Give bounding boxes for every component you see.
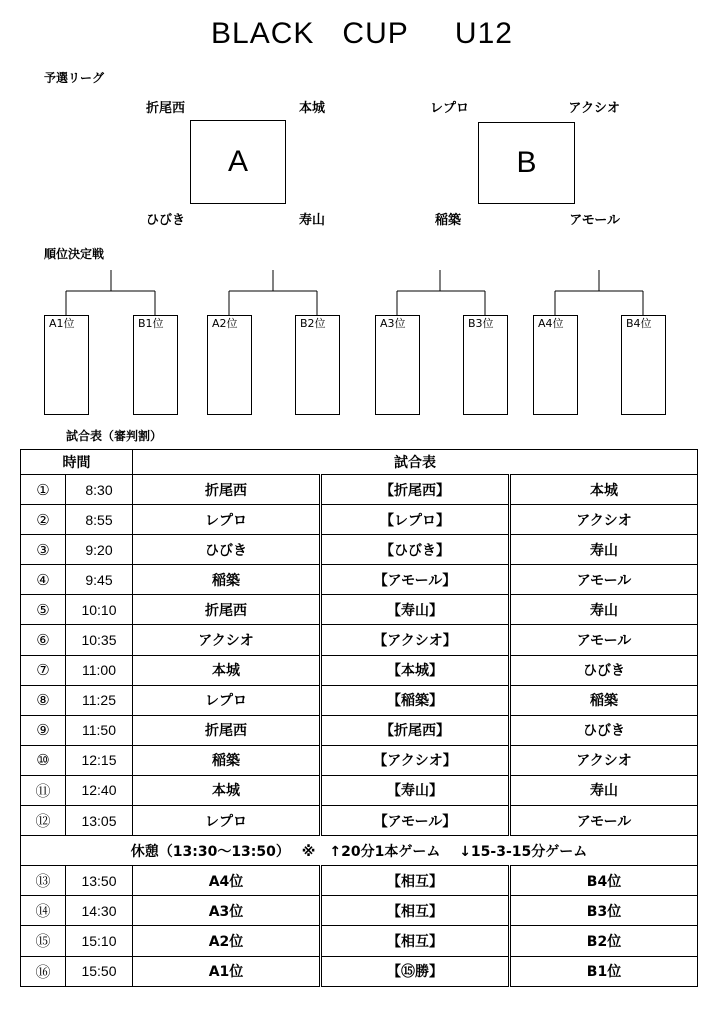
- ranking-slot-a1: A1位: [44, 315, 89, 415]
- referee-team: 【寿山】: [321, 775, 510, 805]
- group-b-team-4: アモール: [569, 213, 620, 228]
- referee-team: 【折尾西】: [321, 475, 510, 505]
- match-number: ⑩: [21, 745, 66, 775]
- match-number: ⑥: [21, 625, 66, 655]
- away-team: 寿山: [510, 775, 698, 805]
- group-a-name: A: [227, 145, 248, 178]
- away-team: B1位: [510, 956, 698, 986]
- away-team: アモール: [510, 806, 698, 836]
- match-time: 13:50: [66, 866, 133, 896]
- referee-team: 【アクシオ】: [321, 625, 510, 655]
- match-time: 12:15: [66, 745, 133, 775]
- match-number: ②: [21, 505, 66, 535]
- match-time: 9:20: [66, 535, 133, 565]
- match-number: ⑧: [21, 685, 66, 715]
- referee-team: 【寿山】: [321, 595, 510, 625]
- ranking-slot-b4: B4位: [621, 315, 666, 415]
- away-team: アモール: [510, 565, 698, 595]
- table-row: [21, 956, 698, 986]
- referee-team: 【⑮勝】: [321, 956, 510, 986]
- match-time: 9:45: [66, 565, 133, 595]
- ranking-slot-a3: A3位: [375, 315, 420, 415]
- page-title: BLACK CUP U12: [211, 17, 513, 50]
- table-row: [21, 926, 698, 956]
- table-row: [21, 806, 698, 836]
- away-team: 稲築: [510, 685, 698, 715]
- header-time: 時間: [21, 450, 133, 475]
- match-number: ⑨: [21, 715, 66, 745]
- home-team: 稲築: [133, 745, 321, 775]
- table-row: [21, 745, 698, 775]
- referee-team: 【稲築】: [321, 685, 510, 715]
- ranking-bracket: [0, 0, 724, 330]
- away-team: B2位: [510, 926, 698, 956]
- referee-team: 【アモール】: [321, 565, 510, 595]
- home-team: 稲築: [133, 565, 321, 595]
- table-row: [21, 775, 698, 805]
- bracket-lines: [0, 0, 724, 330]
- referee-team: 【相互】: [321, 896, 510, 926]
- match-number: ④: [21, 565, 66, 595]
- referee-team: 【レプロ】: [321, 505, 510, 535]
- referee-team: 【アモール】: [321, 806, 510, 836]
- break-row: [21, 836, 698, 866]
- match-time: 14:30: [66, 896, 133, 926]
- match-number: ①: [21, 475, 66, 505]
- match-time: 8:30: [66, 475, 133, 505]
- match-time: 8:55: [66, 505, 133, 535]
- table-row: [21, 655, 698, 685]
- ranking-label: 順位決定戦: [44, 247, 105, 261]
- home-team: 折尾西: [133, 595, 321, 625]
- home-team: 折尾西: [133, 715, 321, 745]
- home-team: A3位: [133, 896, 321, 926]
- home-team: ひびき: [133, 535, 321, 565]
- match-number: ⑫: [21, 806, 66, 836]
- schedule-label: 試合表（審判割）: [66, 429, 163, 443]
- group-b-team-3: 稲築: [435, 213, 462, 228]
- referee-team: 【ひびき】: [321, 535, 510, 565]
- table-row: [21, 685, 698, 715]
- table-row: [21, 565, 698, 595]
- away-team: アモール: [510, 625, 698, 655]
- match-number: ③: [21, 535, 66, 565]
- home-team: レプロ: [133, 505, 321, 535]
- match-number: ⑭: [21, 896, 66, 926]
- home-team: A2位: [133, 926, 321, 956]
- home-team: アクシオ: [133, 625, 321, 655]
- match-time: 10:10: [66, 595, 133, 625]
- group-b-team-1: レプロ: [430, 101, 470, 116]
- schedule-table: [20, 449, 698, 987]
- league-label: 予選リーグ: [44, 71, 105, 85]
- table-row: [21, 505, 698, 535]
- match-time: 13:05: [66, 806, 133, 836]
- referee-team: 【相互】: [321, 866, 510, 896]
- table-row: [21, 715, 698, 745]
- table-row: [21, 625, 698, 655]
- away-team: B4位: [510, 866, 698, 896]
- home-team: レプロ: [133, 806, 321, 836]
- home-team: 折尾西: [133, 475, 321, 505]
- group-a-team-2: 本城: [298, 101, 325, 116]
- match-number: ⑪: [21, 775, 66, 805]
- ranking-slot-b2: B2位: [295, 315, 340, 415]
- table-row: [21, 595, 698, 625]
- referee-team: 【本城】: [321, 655, 510, 685]
- ranking-slot-b3: B3位: [463, 315, 508, 415]
- home-team: 本城: [133, 655, 321, 685]
- away-team: ひびき: [510, 655, 698, 685]
- home-team: A4位: [133, 866, 321, 896]
- table-row: [21, 475, 698, 505]
- break-note: 休憩（13:30～13:50） ※ ↑20分1本ゲーム ↓15-3-15分ゲーム: [21, 836, 698, 866]
- away-team: 本城: [510, 475, 698, 505]
- match-number: ⑮: [21, 926, 66, 956]
- home-team: A1位: [133, 956, 321, 986]
- match-time: 10:35: [66, 625, 133, 655]
- group-a-team-4: 寿山: [298, 213, 325, 228]
- match-time: 11:00: [66, 655, 133, 685]
- away-team: 寿山: [510, 595, 698, 625]
- match-time: 11:25: [66, 685, 133, 715]
- header-matches: 試合表: [133, 450, 698, 475]
- table-row: [21, 535, 698, 565]
- match-time: 15:50: [66, 956, 133, 986]
- group-a-team-3: ひびき: [146, 213, 186, 228]
- away-team: ひびき: [510, 715, 698, 745]
- away-team: 寿山: [510, 535, 698, 565]
- table-row: [21, 866, 698, 896]
- group-b-name: B: [516, 146, 537, 179]
- match-time: 11:50: [66, 715, 133, 745]
- group-a-team-1: 折尾西: [146, 101, 186, 116]
- group-b-team-2: アクシオ: [568, 101, 620, 116]
- match-number: ⑬: [21, 866, 66, 896]
- away-team: アクシオ: [510, 505, 698, 535]
- table-row: [21, 896, 698, 926]
- referee-team: 【折尾西】: [321, 715, 510, 745]
- schedule-header-row: [21, 450, 698, 475]
- home-team: 本城: [133, 775, 321, 805]
- match-time: 12:40: [66, 775, 133, 805]
- match-time: 15:10: [66, 926, 133, 956]
- referee-team: 【アクシオ】: [321, 745, 510, 775]
- ranking-slot-b1: B1位: [133, 315, 178, 415]
- ranking-slot-a2: A2位: [207, 315, 252, 415]
- ranking-slot-a4: A4位: [533, 315, 578, 415]
- away-team: B3位: [510, 896, 698, 926]
- match-number: ⑤: [21, 595, 66, 625]
- away-team: アクシオ: [510, 745, 698, 775]
- home-team: レプロ: [133, 685, 321, 715]
- referee-team: 【相互】: [321, 926, 510, 956]
- match-number: ⑦: [21, 655, 66, 685]
- match-number: ⑯: [21, 956, 66, 986]
